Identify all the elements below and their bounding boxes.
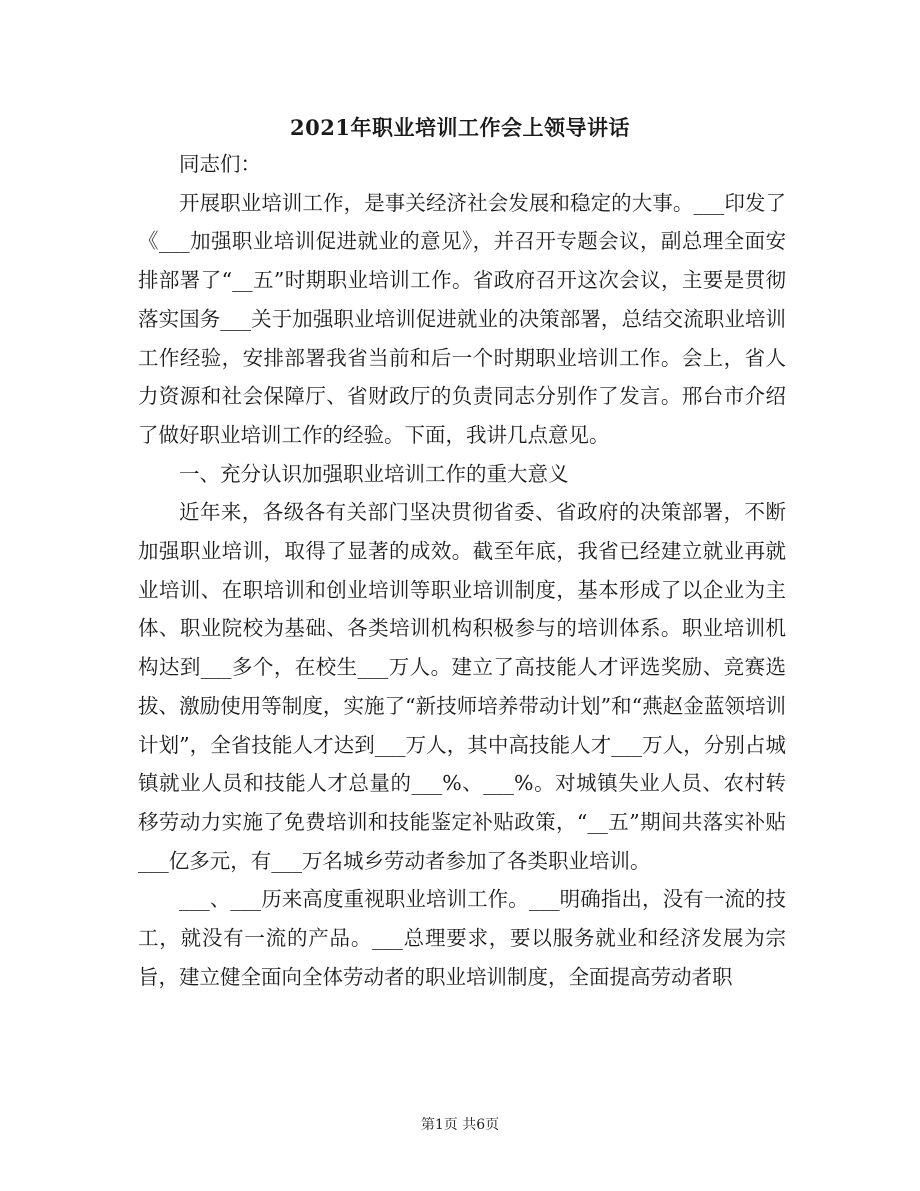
page-number-footer: 第1页 共6页 (420, 1117, 500, 1133)
body-paragraph: 开展职业培训工作，是事关经济社会发展和稳定的大事。___印发了《___加强职业培训促进就业的意见》，并召开专题会议，副总理全面安排部署了“__五”时期职业培训工作。省政府召开这次会议，主要是贯彻落实国务___关于加强职业培训促进就业的决策部署，总结交流职业培训工作经验，安排部署我省当前和后一个时期职业培训工作。会上，省人力资源和社会保障厅、省财政厅的负责同志分别作了发言。邢台市介绍了做好职业培训工作的经验。下面，我讲几点意见。 (138, 190, 786, 447)
section-heading: 一、充分认识加强职业培训工作的重大意义 (179, 461, 569, 486)
body-paragraph: 近年来，各级各有关部门坚决贯彻省委、省政府的决策部署，不断加强职业培训，取得了显著的成效。截至年底，我省已经建立就业再就业培训、在职培训和创业培训等职业培训制度，基本形成了以企业为主体、职业院校为基础、各类培训机构积极参与的培训体系。职业培训机构达到___多个，在校生___万人。建立了高技能人才评选奖励、竞赛选拔、激励使用等制度，实施了“新技师培养带动计划”和“燕赵金蓝领培训计划”，全省技能人才达到___万人，其中高技能人才___万人，分别占城镇就业人员和技能人才总量的___%、___%。对城镇失业人员、农村转移劳动力实施了免费培训和技能鉴定补贴政策，“__五”期间共落实补贴___亿多元，有___万名城乡劳动者参加了各类职业培训。 (138, 500, 786, 873)
document-body (138, 145, 786, 996)
page-title: 2021年职业培训工作会上领导讲话 (290, 115, 630, 140)
salutation-paragraph: 同志们： (179, 152, 261, 176)
body-paragraph: ___、___历来高度重视职业培训工作。___明确指出，没有一流的技工，就没有一流的产品。___总理要求，要以服务就业和经济发展为宗旨，建立健全面向全体劳动者的职业培训制度，全面提高劳动者职 (138, 887, 786, 989)
